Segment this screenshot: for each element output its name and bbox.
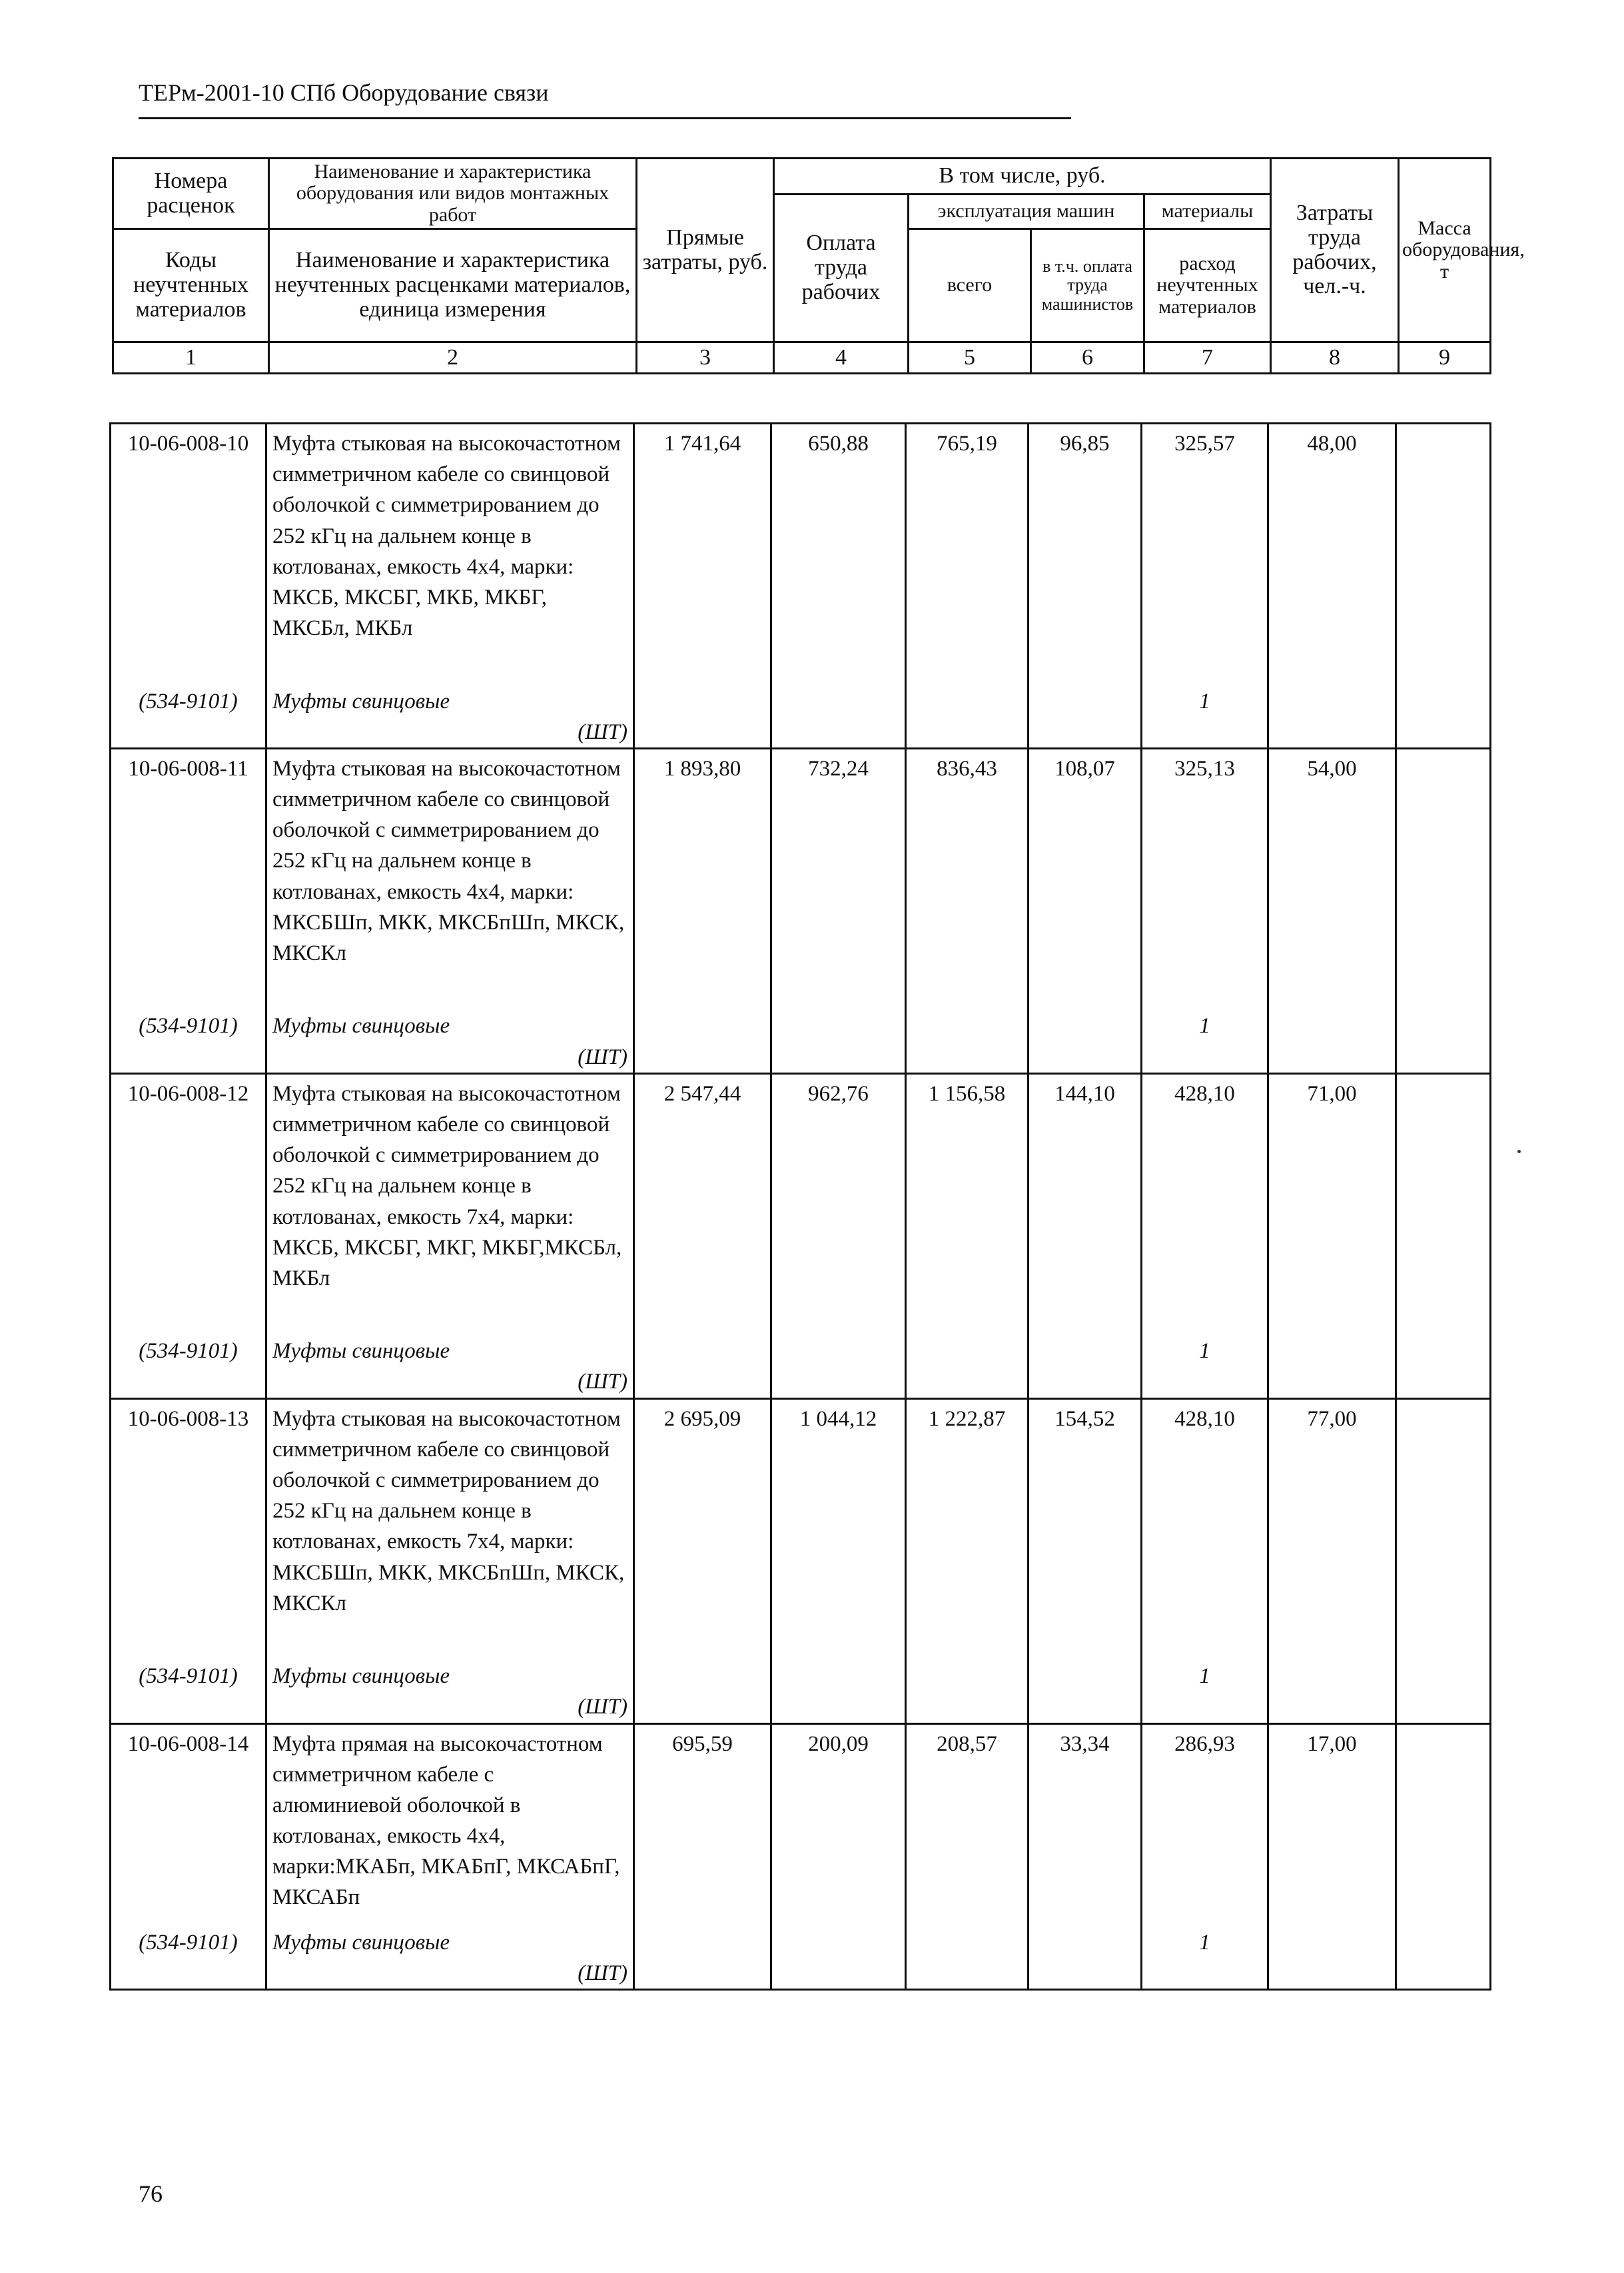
empty-cell <box>1268 1007 1396 1073</box>
header-rate-numbers: Номера расценок <box>113 159 269 229</box>
empty-cell <box>1396 1657 1491 1723</box>
header-num-4: 4 <box>774 342 909 374</box>
worker-pay: 650,88 <box>771 424 906 682</box>
machinists-pay: 96,85 <box>1028 424 1142 682</box>
labor-hours: 17,00 <box>1268 1723 1396 1923</box>
direct-costs: 1 741,64 <box>634 424 771 682</box>
machines-total: 1 156,58 <box>906 1073 1028 1332</box>
worker-pay: 200,09 <box>771 1723 906 1923</box>
work-description: Муфта стыковая на высокочастотном симметричном кабеле со свинцовой оболочкой с симметрированием до 252 кГц на дальнем конце в котлованах, емкость 4х4, марки: МКСБ, МКСБГ, МКБ, МКБГ, МКСБл, МКБл <box>266 424 634 682</box>
empty-cell <box>906 1923 1028 1990</box>
equipment-mass <box>1396 1073 1491 1332</box>
machinists-pay: 144,10 <box>1028 1073 1142 1332</box>
rate-code: 10-06-008-13 <box>111 1398 266 1657</box>
header-num-5: 5 <box>909 342 1031 374</box>
header-materials: материалы <box>1144 195 1271 229</box>
material-cell <box>266 1657 634 1723</box>
material-row <box>111 1657 1491 1723</box>
stray-mark <box>1517 1150 1521 1153</box>
empty-cell <box>634 1923 771 1990</box>
empty-cell <box>771 1332 906 1398</box>
material-cell <box>266 1923 634 1990</box>
materials-cost: 428,10 <box>1142 1073 1268 1332</box>
material-name: Муфты свинцовые <box>272 1339 450 1364</box>
header-num-8: 8 <box>1271 342 1399 374</box>
empty-cell <box>1028 1657 1142 1723</box>
rates-table <box>109 422 1491 1991</box>
header-num-7: 7 <box>1144 342 1271 374</box>
direct-costs: 1 893,80 <box>634 748 771 1007</box>
empty-cell <box>1028 1007 1142 1073</box>
direct-costs: 2 695,09 <box>634 1398 771 1657</box>
direct-costs: 2 547,44 <box>634 1073 771 1332</box>
worker-pay: 962,76 <box>771 1073 906 1332</box>
empty-cell <box>1028 1923 1142 1990</box>
machines-total: 765,19 <box>906 424 1028 682</box>
labor-hours: 77,00 <box>1268 1398 1396 1657</box>
table-row <box>111 1398 1491 1657</box>
rate-code: 10-06-008-10 <box>111 424 266 682</box>
material-unit: (ШТ) <box>578 1961 627 1986</box>
header-machines: эксплуатация машин <box>909 195 1144 229</box>
table-row <box>111 1723 1491 1923</box>
material-code: (534-9101) <box>111 682 266 749</box>
empty-cell <box>1268 1923 1396 1990</box>
header-worker-pay: Оплата труда рабочих <box>774 195 909 342</box>
labor-hours: 48,00 <box>1268 424 1396 682</box>
material-unit: (ШТ) <box>578 1045 627 1069</box>
table-row <box>111 424 1491 682</box>
material-code: (534-9101) <box>111 1007 266 1073</box>
empty-cell <box>771 1923 906 1990</box>
empty-cell <box>1028 1332 1142 1398</box>
material-quantity: 1 <box>1142 682 1268 749</box>
material-quantity: 1 <box>1142 1923 1268 1990</box>
header-work-name: Наименование и характеристика оборудования или видов монтажных работ <box>269 159 637 229</box>
empty-cell <box>1396 1007 1491 1073</box>
material-name: Муфты свинцовые <box>272 689 450 713</box>
materials-cost: 325,57 <box>1142 424 1268 682</box>
empty-cell <box>771 1657 906 1723</box>
rate-code: 10-06-008-12 <box>111 1073 266 1332</box>
empty-cell <box>1396 682 1491 749</box>
work-description: Муфта стыковая на высокочастотном симметричном кабеле со свинцовой оболочкой с симметрированием до 252 кГц на дальнем конце в котлованах, емкость 4х4, марки: МКСБШп, МКК, МКСБпШп, МКСК, МКСКл <box>266 748 634 1007</box>
material-cell <box>266 1007 634 1073</box>
header-num-2: 2 <box>269 342 637 374</box>
empty-cell <box>634 1332 771 1398</box>
empty-cell <box>1268 1332 1396 1398</box>
header-machinists-pay: в т.ч. оплата труда машинистов <box>1031 229 1144 342</box>
material-row <box>111 1007 1491 1073</box>
machinists-pay: 108,07 <box>1028 748 1142 1007</box>
header-machines-total: всего <box>909 229 1031 342</box>
header-rule <box>139 117 1071 119</box>
header-direct-costs: Прямые затраты, руб. <box>637 159 774 342</box>
empty-cell <box>771 682 906 749</box>
running-head: ТЕРм-2001-10 СПб Оборудование связи <box>139 79 549 106</box>
header-labor-hours: Затраты труда рабочих, чел.-ч. <box>1271 159 1399 342</box>
header-equipment-mass: Масса оборудования, т <box>1399 159 1491 342</box>
worker-pay: 732,24 <box>771 748 906 1007</box>
empty-cell <box>634 1657 771 1723</box>
machines-total: 1 222,87 <box>906 1398 1028 1657</box>
equipment-mass <box>1396 1723 1491 1923</box>
work-description: Муфта прямая на высокочастотном симметричном кабеле с алюминиевой оболочкой в котлованах, емкость 4х4, марки:МКАБп, МКАБпГ, МКСАБпГ, МКСАБп <box>266 1723 634 1923</box>
worker-pay: 1 044,12 <box>771 1398 906 1657</box>
rate-code: 10-06-008-11 <box>111 748 266 1007</box>
rate-code: 10-06-008-14 <box>111 1723 266 1923</box>
machinists-pay: 33,34 <box>1028 1723 1142 1923</box>
material-cell <box>266 682 634 749</box>
equipment-mass <box>1396 1398 1491 1657</box>
machines-total: 208,57 <box>906 1723 1028 1923</box>
header-num-3: 3 <box>637 342 774 374</box>
header-unaccounted-codes: Коды неучтенных материалов <box>113 229 269 342</box>
material-code: (534-9101) <box>111 1657 266 1723</box>
empty-cell <box>634 1007 771 1073</box>
material-row <box>111 682 1491 749</box>
machinists-pay: 154,52 <box>1028 1398 1142 1657</box>
material-row <box>111 1923 1491 1990</box>
material-cell <box>266 1332 634 1398</box>
empty-cell <box>906 682 1028 749</box>
header-material-consumption: расход неучтенных материалов <box>1144 229 1271 342</box>
material-name: Муфты свинцовые <box>272 1664 450 1689</box>
material-quantity: 1 <box>1142 1332 1268 1398</box>
material-unit: (ШТ) <box>578 1695 627 1719</box>
empty-cell <box>906 1007 1028 1073</box>
column-header-table <box>112 157 1525 374</box>
labor-hours: 54,00 <box>1268 748 1396 1007</box>
header-material-name: Наименование и характеристика неучтенных расценками материалов, единица измерения <box>269 229 637 342</box>
empty-cell <box>1028 682 1142 749</box>
empty-cell <box>1268 1657 1396 1723</box>
header-num-9: 9 <box>1399 342 1491 374</box>
header-including: В том числе, руб. <box>774 159 1271 195</box>
material-unit: (ШТ) <box>578 719 627 744</box>
page-number: 76 <box>139 2180 163 2207</box>
work-description: Муфта стыковая на высокочастотном симметричном кабеле со свинцовой оболочкой с симметрированием до 252 кГц на дальнем конце в котлованах, емкость 7х4, марки: МКСБ, МКСБГ, МКГ, МКБГ,МКСБл, МКБл <box>266 1073 634 1332</box>
material-name: Муфты свинцовые <box>272 1014 450 1039</box>
empty-cell <box>771 1007 906 1073</box>
material-code: (534-9101) <box>111 1923 266 1990</box>
empty-cell <box>1396 1923 1491 1990</box>
equipment-mass <box>1396 424 1491 682</box>
header-num-1: 1 <box>113 342 269 374</box>
empty-cell <box>1268 682 1396 749</box>
material-quantity: 1 <box>1142 1007 1268 1073</box>
labor-hours: 71,00 <box>1268 1073 1396 1332</box>
materials-cost: 325,13 <box>1142 748 1268 1007</box>
material-row <box>111 1332 1491 1398</box>
machines-total: 836,43 <box>906 748 1028 1007</box>
material-code: (534-9101) <box>111 1332 266 1398</box>
empty-cell <box>634 682 771 749</box>
materials-cost: 428,10 <box>1142 1398 1268 1657</box>
material-unit: (ШТ) <box>578 1370 627 1394</box>
empty-cell <box>1396 1332 1491 1398</box>
material-quantity: 1 <box>1142 1657 1268 1723</box>
table-row <box>111 748 1491 1007</box>
materials-cost: 286,93 <box>1142 1723 1268 1923</box>
work-description: Муфта стыковая на высокочастотном симметричном кабеле со свинцовой оболочкой с симметрированием до 252 кГц на дальнем конце в котлованах, емкость 7х4, марки: МКСБШп, МКК, МКСБпШп, МКСК, МКСКл <box>266 1398 634 1657</box>
equipment-mass <box>1396 748 1491 1007</box>
header-num-6: 6 <box>1031 342 1144 374</box>
direct-costs: 695,59 <box>634 1723 771 1923</box>
empty-cell <box>906 1332 1028 1398</box>
material-name: Муфты свинцовые <box>272 1931 450 1955</box>
empty-cell <box>906 1657 1028 1723</box>
table-row <box>111 1073 1491 1332</box>
